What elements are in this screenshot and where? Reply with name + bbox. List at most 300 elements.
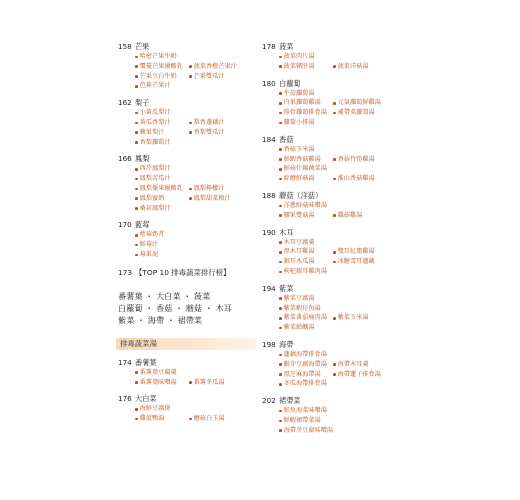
recipe-name: 海鮮豆腐煲 (139, 405, 171, 413)
section-page-number: 176 (118, 394, 132, 404)
section-heading (118, 394, 248, 404)
toc-section (118, 358, 248, 388)
bullet-dot-icon (135, 371, 138, 374)
recipe-item (279, 89, 315, 99)
recipe-row (135, 138, 248, 148)
recipe-name: 菠菜洋菇湯 (337, 62, 369, 70)
bullet-dot-icon (135, 112, 138, 115)
recipe-item (135, 81, 171, 91)
recipe-name: 洋蔥鮮菇味噌湯 (283, 201, 327, 209)
recipe-name: 雙耳紅棗雞湯 (337, 248, 375, 256)
section-title: 大白菜 (135, 394, 157, 404)
bullet-dot-icon (333, 363, 336, 366)
bullet-dot-icon (333, 178, 336, 181)
recipe-name: 香梨蘿蔔汁 (139, 138, 171, 146)
recipe-item (135, 368, 177, 378)
toc-section (262, 42, 392, 72)
section-heading (118, 220, 248, 230)
recipe-item (135, 108, 171, 118)
recipe-row (279, 155, 392, 165)
recipe-row (135, 378, 248, 388)
recipe-name: 銀耳木瓜湯 (283, 258, 315, 266)
bullet-dot-icon (333, 251, 336, 254)
bullet-dot-icon (279, 205, 282, 208)
recipe-row (279, 108, 392, 118)
bullet-dot-icon (189, 197, 192, 200)
bullet-dot-icon (189, 122, 192, 125)
recipe-item (135, 72, 189, 82)
recipe-row (279, 379, 392, 389)
top10-line-1: 番薯葉 ・ 大白菜 ・ 菠菜 (118, 290, 211, 301)
toc-section (262, 284, 392, 333)
recipe-row (279, 267, 392, 277)
recipe-name: 海帶蓮子排骨湯 (337, 370, 381, 378)
bullet-dot-icon (279, 102, 282, 105)
recipe-row (279, 350, 392, 360)
bullet-dot-icon (189, 381, 192, 384)
recipe-name: 紫菜蝦仔魚湯 (283, 304, 321, 312)
recipe-row (135, 128, 248, 138)
section-heading (262, 228, 392, 238)
recipe-name: 鮮莓汁 (139, 241, 159, 249)
recipe-row (279, 406, 392, 416)
recipe-row (279, 164, 392, 174)
section-heading (118, 154, 248, 164)
recipe-row (279, 370, 392, 380)
recipe-name: 鳳梨苦瓜汁 (139, 175, 171, 183)
recipe-item (189, 118, 225, 128)
recipe-name: 蘑菇白玉湯 (193, 415, 225, 423)
recipe-row (279, 257, 392, 267)
recipe-row (135, 204, 248, 214)
recipe-name: 綜蘑鮮菇湯 (283, 175, 315, 183)
recipe-name: 菠菜香橙芒果汁 (193, 62, 237, 70)
section-heading (262, 340, 392, 350)
recipe-name: 鳳梨甜菜根汁 (193, 194, 231, 202)
recipe-item (135, 230, 164, 240)
recipe-name: 冬瓜海帶排骨湯 (283, 380, 327, 388)
recipe-row (135, 404, 248, 414)
recipe-list (118, 368, 248, 388)
recipe-list (118, 404, 248, 424)
section-page-number: 190 (262, 227, 276, 237)
section-title: 白蘿蔔 (279, 78, 301, 88)
bullet-dot-icon (279, 158, 282, 161)
section-heading (118, 42, 248, 52)
bullet-dot-icon (279, 327, 282, 330)
bullet-dot-icon (135, 188, 138, 191)
bullet-dot-icon (189, 418, 192, 421)
recipe-name: 鮭魚海菜味噌湯 (283, 407, 327, 415)
section-title: 香菇 (279, 134, 294, 144)
section-heading (262, 284, 392, 294)
recipe-name: 木耳豆腐羹 (283, 238, 315, 246)
recipe-row (279, 323, 392, 333)
recipe-name: 冰糖雪耳蓮藕 (337, 258, 375, 266)
bullet-dot-icon (189, 65, 192, 68)
recipe-name: 小黃瓜梨汁 (139, 109, 171, 117)
recipe-name: 蓮藕海帶排骨湯 (283, 350, 327, 358)
recipe-item (333, 174, 375, 184)
recipe-item (135, 250, 158, 260)
recipe-item (279, 247, 333, 257)
toc-section (262, 135, 392, 184)
recipe-item (279, 379, 327, 389)
recipe-row (135, 368, 248, 378)
section-page-number: 188 (262, 190, 276, 200)
bullet-dot-icon (333, 373, 336, 376)
recipe-row (135, 72, 248, 82)
bullet-dot-icon (333, 261, 336, 264)
recipe-item (279, 201, 327, 211)
section-page-number: 158 (118, 42, 132, 51)
recipe-row (279, 89, 392, 99)
section-page-number: 198 (262, 339, 276, 349)
recipe-item (333, 257, 375, 267)
recipe-name: 芒果雙瓜汁 (193, 72, 225, 80)
chapter-band-label: 排毒蔬菜湯 (120, 338, 157, 348)
bullet-dot-icon (279, 373, 282, 376)
section-page-number: 170 (118, 220, 132, 230)
bullet-dot-icon (135, 85, 138, 88)
recipe-item (189, 184, 225, 194)
recipe-item (135, 62, 189, 72)
recipe-item (333, 62, 369, 72)
recipe-item (279, 155, 333, 165)
bullet-dot-icon (135, 207, 138, 210)
bullet-dot-icon (279, 271, 282, 274)
section-page-number: 162 (118, 98, 132, 108)
right-column (262, 42, 392, 443)
recipe-row (135, 194, 248, 204)
recipe-name: 鳳梨蜜奶 (139, 194, 165, 202)
recipe-name: 鳳梨檸檬汁 (193, 184, 225, 192)
recipe-list (262, 350, 392, 389)
section-heading (118, 358, 248, 368)
recipe-row (279, 52, 392, 62)
recipe-item (333, 370, 381, 380)
bullet-dot-icon (135, 141, 138, 144)
recipe-name: 覆蔓芒果優酪乳 (139, 62, 183, 70)
section-title: 紫菜 (279, 283, 294, 293)
recipe-name: 紫菜蛤蠣湯 (283, 324, 315, 332)
recipe-list (262, 238, 392, 277)
bullet-dot-icon (135, 65, 138, 68)
recipe-name: 藍莓奶昔 (139, 231, 165, 239)
bullet-dot-icon (279, 383, 282, 386)
bullet-dot-icon (279, 168, 282, 171)
bullet-dot-icon (279, 410, 282, 413)
recipe-name: 西芹鳳梨汁 (139, 165, 171, 173)
bullet-dot-icon (279, 65, 282, 68)
section-heading (262, 191, 392, 201)
recipe-name: 鮮蝦裙帶菜湯 (283, 416, 321, 424)
toc-section (118, 154, 248, 213)
recipe-row (279, 211, 392, 221)
recipe-name: 紫菜番茄瘦肉湯 (283, 314, 327, 322)
recipe-item (279, 323, 315, 333)
bullet-dot-icon (135, 244, 138, 247)
recipe-name: 黑木耳雞湯 (283, 248, 315, 256)
recipe-list (262, 406, 392, 435)
recipe-name: 海帶芽豆腐味噌湯 (283, 426, 334, 434)
bullet-dot-icon (135, 408, 138, 411)
recipe-item (279, 118, 315, 128)
section-title: 海帶 (279, 339, 294, 349)
recipe-name: 牛蒡蘿蔔湯 (283, 89, 315, 97)
recipe-name: 芭蕉芒果汁 (139, 82, 171, 90)
recipe-item (333, 108, 375, 118)
recipe-list (262, 145, 392, 184)
recipe-list (118, 108, 248, 147)
recipe-name: 雞菇雞湯 (337, 211, 363, 219)
recipe-name: 菠菜豬肝湯 (283, 62, 315, 70)
recipe-row (279, 145, 392, 155)
recipe-item (333, 211, 362, 221)
bullet-dot-icon (279, 241, 282, 244)
bullet-dot-icon (135, 197, 138, 200)
recipe-row (135, 81, 248, 91)
bullet-dot-icon (189, 131, 192, 134)
bullet-dot-icon (279, 112, 282, 115)
recipe-name: 白果蘿蔔雞湯 (283, 99, 321, 107)
recipe-item (135, 194, 189, 204)
recipe-list (262, 201, 392, 221)
recipe-item (333, 247, 375, 257)
left-sections-top (118, 42, 248, 260)
recipe-name: 菠菜肉片湯 (283, 53, 315, 60)
bullet-dot-icon (279, 251, 282, 254)
recipe-item (279, 426, 333, 436)
recipe-row (135, 184, 248, 194)
recipe-item (279, 238, 315, 248)
recipe-item (279, 294, 315, 304)
section-title: 蘑菇（洋菇） (279, 190, 323, 200)
recipe-name: 香菇竹筍雞湯 (337, 155, 375, 163)
recipe-item (189, 72, 225, 82)
top10-line-3: 紫菜 ・ 海帶 ・ 裙帶菜 (118, 314, 203, 325)
recipe-row (135, 240, 248, 250)
bullet-dot-icon (135, 381, 138, 384)
top10-page-number: 173 (118, 267, 133, 277)
bullet-dot-icon (135, 56, 138, 59)
recipe-item (279, 145, 315, 155)
recipe-name: 排骨蘿蔔排骨湯 (283, 109, 327, 117)
recipe-row (135, 230, 248, 240)
recipe-row (279, 62, 392, 72)
recipe-name: 黑芝麻海帶湯 (283, 370, 321, 378)
recipe-name: 桑甚鳳梨汁 (139, 204, 171, 212)
recipe-item (189, 414, 225, 424)
bullet-dot-icon (279, 92, 282, 95)
recipe-row (135, 118, 248, 128)
recipe-name: 腰果雙菇湯 (283, 211, 315, 219)
recipe-item (135, 118, 189, 128)
bullet-dot-icon (333, 112, 336, 115)
section-title: 裙帶菜 (279, 396, 301, 406)
recipe-item (135, 404, 171, 414)
section-title: 菠菜 (279, 42, 294, 51)
recipe-name: 元氣蘿蔔鮮雞湯 (337, 99, 381, 107)
section-page-number: 202 (262, 396, 276, 406)
section-page-number: 184 (262, 134, 276, 144)
chapter-band (116, 338, 256, 350)
recipe-item (333, 360, 369, 370)
recipe-name: 梨香蓬藕汁 (193, 118, 225, 126)
bullet-dot-icon (135, 131, 138, 134)
recipe-name: 銀芽豆腐海帶湯 (283, 360, 327, 368)
bullet-dot-icon (279, 354, 282, 357)
section-title: 鳳梨 (135, 154, 150, 164)
recipe-name: 鮮菇什錦蔬菜湯 (283, 165, 327, 173)
recipe-row (279, 238, 392, 248)
bullet-dot-icon (279, 297, 282, 300)
recipe-item (135, 184, 189, 194)
toc-section (118, 394, 248, 424)
recipe-name: 香菇玉米湯 (283, 145, 315, 153)
recipe-item (279, 62, 333, 72)
bullet-dot-icon (279, 420, 282, 423)
recipe-item (279, 98, 333, 108)
recipe-name: 鮮蝦香菇雞湯 (283, 155, 321, 163)
bullet-dot-icon (333, 214, 336, 217)
recipe-item (279, 108, 333, 118)
bullet-dot-icon (279, 148, 282, 151)
recipe-item (189, 62, 237, 72)
bullet-dot-icon (279, 307, 282, 310)
recipe-row (279, 294, 392, 304)
bullet-dot-icon (333, 65, 336, 68)
bullet-dot-icon (135, 234, 138, 237)
recipe-item (279, 416, 321, 426)
bullet-dot-icon (135, 168, 138, 171)
recipe-name: 海帶木耳羹 (337, 360, 369, 368)
recipe-item (135, 240, 158, 250)
top10-line-2: 白蘿蔔 ・ 香菇 ・ 蘑菇 ・ 木耳 (118, 302, 232, 313)
recipe-item (279, 360, 333, 370)
recipe-item (135, 204, 171, 214)
recipe-item (279, 174, 333, 184)
bullet-dot-icon (279, 429, 282, 432)
recipe-name: 鳳梨優果優酪乳 (139, 184, 183, 192)
bullet-dot-icon (333, 317, 336, 320)
recipe-name: 紫菜豆腐湯 (283, 294, 315, 302)
recipe-list (262, 294, 392, 333)
section-title: 番薯葉 (135, 357, 157, 367)
bullet-dot-icon (279, 214, 282, 217)
bullet-dot-icon (135, 254, 138, 257)
recipe-row (279, 426, 392, 436)
section-heading (262, 79, 392, 89)
recipe-item (279, 164, 327, 174)
recipe-item (279, 350, 327, 360)
recipe-row (135, 164, 248, 174)
recipe-row (279, 313, 392, 323)
bullet-dot-icon (333, 102, 336, 105)
recipe-item (279, 257, 333, 267)
recipe-list (262, 89, 392, 128)
bullet-dot-icon (135, 178, 138, 181)
toc-section (262, 79, 392, 128)
recipe-item (135, 174, 171, 184)
recipe-row (279, 360, 392, 370)
recipe-name: 紫菜玉米湯 (337, 314, 369, 322)
recipe-row (279, 201, 392, 211)
section-page-number: 178 (262, 42, 276, 51)
recipe-row (279, 247, 392, 257)
recipe-row (135, 174, 248, 184)
bullet-dot-icon (279, 122, 282, 125)
recipe-row (135, 108, 248, 118)
recipe-row (135, 52, 248, 62)
bullet-dot-icon (135, 418, 138, 421)
recipe-name: 番薯葉味噌湯 (139, 378, 177, 386)
bullet-dot-icon (333, 158, 336, 161)
bullet-dot-icon (279, 261, 282, 264)
recipe-name: 番薯冬瓜湯 (193, 378, 225, 386)
recipe-name: 雞蛋鴨湯 (139, 415, 165, 423)
recipe-list (118, 164, 248, 213)
recipe-name: 淮山香菇雞湯 (337, 175, 375, 183)
recipe-list (118, 52, 248, 91)
left-column (118, 42, 248, 431)
recipe-item (189, 378, 225, 388)
section-page-number: 174 (118, 357, 132, 367)
bullet-dot-icon (135, 75, 138, 78)
recipe-item (189, 128, 225, 138)
bullet-dot-icon (279, 56, 282, 59)
toc-section (118, 98, 248, 147)
top10-title: 【TOP 10 排毒蔬菜排行榜】 (135, 267, 231, 277)
section-title: 梨子 (135, 98, 150, 108)
section-page-number: 180 (262, 78, 276, 88)
recipe-row (279, 304, 392, 314)
bullet-dot-icon (189, 188, 192, 191)
recipe-item (279, 267, 327, 277)
section-title: 芒果 (135, 42, 150, 51)
toc-section (262, 340, 392, 389)
recipe-row (135, 250, 248, 260)
recipe-name: 蘋果梨汁 (139, 128, 165, 136)
recipe-item (279, 406, 327, 416)
recipe-item (135, 414, 189, 424)
recipe-name: 哈密芒果牛奶 (139, 53, 177, 60)
recipe-row (279, 416, 392, 426)
left-sections-bottom (118, 358, 248, 424)
recipe-item (135, 52, 177, 62)
recipe-item (333, 313, 369, 323)
recipe-item (135, 164, 171, 174)
recipe-item (279, 304, 321, 314)
section-heading (262, 42, 392, 52)
recipe-name: 番薯葉豆腐羹 (139, 368, 177, 376)
toc-section (262, 191, 392, 221)
recipe-name: 芒果豆白牛奶 (139, 72, 177, 80)
recipe-name: 黃瓜香梨汁 (139, 118, 171, 126)
bullet-dot-icon (279, 363, 282, 366)
recipe-name: 蘿蔔小排湯 (283, 118, 315, 126)
bullet-dot-icon (279, 317, 282, 320)
section-heading (262, 396, 392, 406)
recipe-item (189, 194, 231, 204)
recipe-list (262, 52, 392, 72)
recipe-item (333, 98, 381, 108)
toc-section (118, 42, 248, 91)
recipe-row (135, 62, 248, 72)
top10-heading (118, 267, 248, 278)
recipe-item (279, 370, 333, 380)
bullet-dot-icon (279, 178, 282, 181)
